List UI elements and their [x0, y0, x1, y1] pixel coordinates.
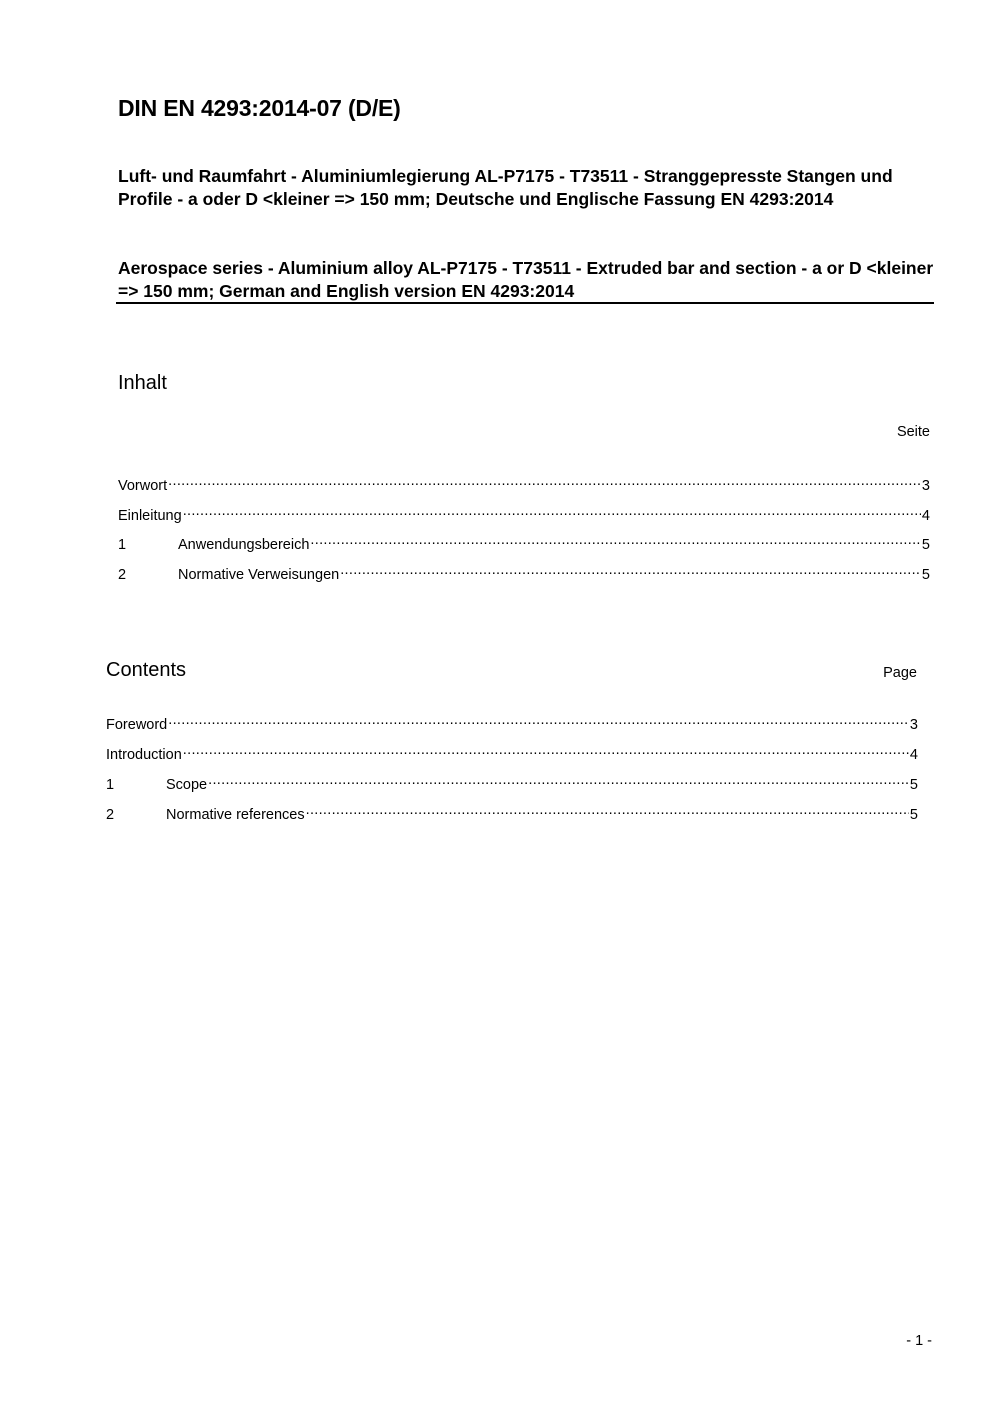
toc-entry[interactable]: [106, 802, 918, 832]
title-german: Luft- und Raumfahrt - Aluminiumlegierung AL-P7175 - T73511 - Stranggepresste Stangen und Profile - a oder D <kleiner => 150 mm; Deutsche und Englische Fassung EN 4293:2014: [118, 166, 893, 209]
toc-leader-dots: [183, 742, 909, 759]
toc-entry[interactable]: [118, 473, 930, 503]
toc-entry-label: Foreword: [106, 717, 168, 733]
toc-leader-dots: [208, 772, 909, 789]
toc-heading-german: Inhalt: [118, 372, 167, 394]
toc-leader-dots: [183, 503, 921, 520]
toc-entry-page: 5: [921, 566, 930, 583]
toc-entry[interactable]: [106, 742, 918, 772]
toc-entry[interactable]: [106, 712, 918, 742]
toc-entry-page: 4: [909, 747, 918, 763]
toc-entry[interactable]: [118, 532, 930, 562]
toc-entry-page: 5: [909, 807, 918, 823]
toc-entry-label: Normative Verweisungen: [178, 566, 340, 583]
toc-entry-number: 1: [106, 777, 115, 793]
toc-entry-label: Einleitung: [118, 507, 182, 524]
toc-leader-dots: [168, 712, 909, 729]
toc-german: [118, 473, 930, 591]
toc-entry[interactable]: [106, 772, 918, 802]
toc-entry[interactable]: [118, 503, 930, 533]
toc-leader-dots: [306, 802, 909, 819]
toc-leader-dots: [168, 473, 921, 490]
toc-entry-page: 3: [909, 717, 918, 733]
toc-page-label-german: Seite: [896, 424, 930, 440]
toc-entry-page: 3: [921, 478, 930, 494]
footer-page-number: - 1 -: [906, 1333, 932, 1349]
toc-english: [106, 712, 918, 832]
toc-entry-page: 4: [921, 507, 930, 524]
header-divider: [116, 302, 934, 304]
toc-entry-label: Anwendungsbereich: [178, 537, 310, 553]
toc-entry-number: 1: [118, 537, 127, 553]
toc-entry-page: 5: [909, 777, 918, 793]
toc-entry-page: 5: [921, 537, 930, 553]
toc-entry-label: Normative references: [166, 807, 305, 823]
toc-entry-label: Scope: [166, 777, 208, 793]
toc-heading-english: Contents: [106, 659, 187, 681]
toc-entry-label: Introduction: [106, 747, 182, 763]
document-code: DIN EN 4293:2014-07 (D/E): [118, 95, 401, 121]
toc-page-label-english: Page: [883, 665, 917, 681]
toc-entry[interactable]: [118, 562, 930, 592]
toc-leader-dots: [340, 562, 921, 579]
toc-leader-dots: [310, 532, 921, 549]
toc-entry-number: 2: [118, 566, 127, 583]
toc-entry-label: Vorwort: [118, 478, 168, 494]
title-english: Aerospace series - Aluminium alloy AL-P7175 - T73511 - Extruded bar and section - a or D <kleiner => 150 mm; German and English version EN 4293:2014: [118, 258, 934, 301]
toc-entry-number: 2: [106, 807, 115, 823]
